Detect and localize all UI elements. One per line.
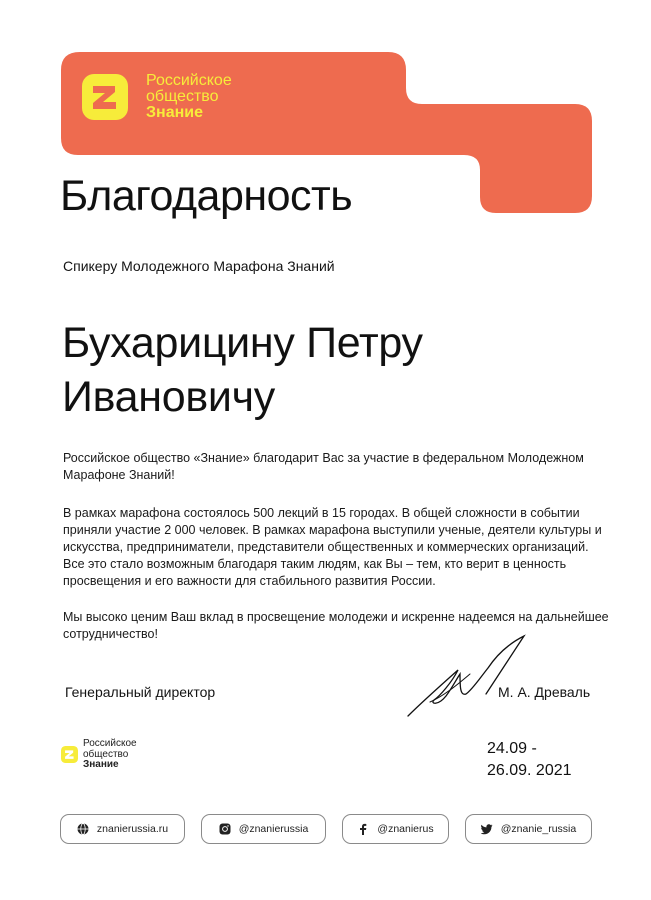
event-date <box>487 738 572 782</box>
body-paragraph-3: Мы высоко ценим Ваш вклад в просвещение молодежи и искренне надеемся на дальнейшее сотрудничество! <box>63 610 609 641</box>
globe-icon <box>77 823 89 835</box>
document-title: Благодарность <box>60 172 353 220</box>
facebook-link[interactable] <box>342 814 449 844</box>
znanie-logo-small-icon <box>61 746 78 763</box>
footer-logo-text <box>83 739 137 771</box>
signer-role: Генеральный директор <box>65 684 216 700</box>
body-paragraph-2: В рамках марафона состоялось 500 лекций в 15 городах. В общей сложности в событии приняли участие 2 000 человек. В рамках марафона выступили ученые, деятели культуры и искусства, предприниматели, представители общественных и коммерческих организаций. Все это стало возможным благодаря таким людям, как Вы – тем, кто верит в ценность просвещения и его важности для стабильного развития России. <box>63 506 602 588</box>
instagram-link-label: @znanierussia <box>238 823 309 835</box>
header-logo <box>82 73 232 121</box>
facebook-link-label: @znanierus <box>377 823 434 835</box>
website-link-label: znanierussia.ru <box>96 823 169 835</box>
logo-line-3: Знание <box>146 104 203 121</box>
twitter-link-label: @znanie_russia <box>500 823 577 835</box>
instagram-icon <box>219 823 231 835</box>
date-line-2: 26.09. 2021 <box>487 762 572 779</box>
facebook-icon <box>357 823 369 835</box>
twitter-icon <box>481 823 493 835</box>
instagram-link[interactable] <box>201 814 326 844</box>
date-line-1: 24.09 - <box>487 740 537 757</box>
footer-logo-line-3: Знание <box>83 759 119 770</box>
footer-logo-line-2: общество <box>83 748 129 760</box>
document-subtitle: Спикеру Молодежного Марафона Знаний <box>63 258 335 274</box>
footer-logo-line-1: Российское <box>83 738 137 749</box>
recipient-name: Бухарицину Петру Ивановичу <box>62 319 423 421</box>
signature-image <box>400 634 530 724</box>
logo-line-1: Российское <box>146 72 232 89</box>
logo-line-2: общество <box>146 88 219 105</box>
body-paragraph-1: Российское общество «Знание» благодарит Вас за участие в федеральном Молодежном Марафоне Знаний! <box>63 451 584 482</box>
footer-logo <box>61 739 137 771</box>
signer-name: М. А. Древаль <box>498 684 591 700</box>
social-links <box>60 814 592 846</box>
znanie-logo-icon <box>82 74 128 120</box>
website-link[interactable] <box>60 814 185 844</box>
twitter-link[interactable] <box>465 814 592 844</box>
header-logo-text <box>146 73 232 121</box>
